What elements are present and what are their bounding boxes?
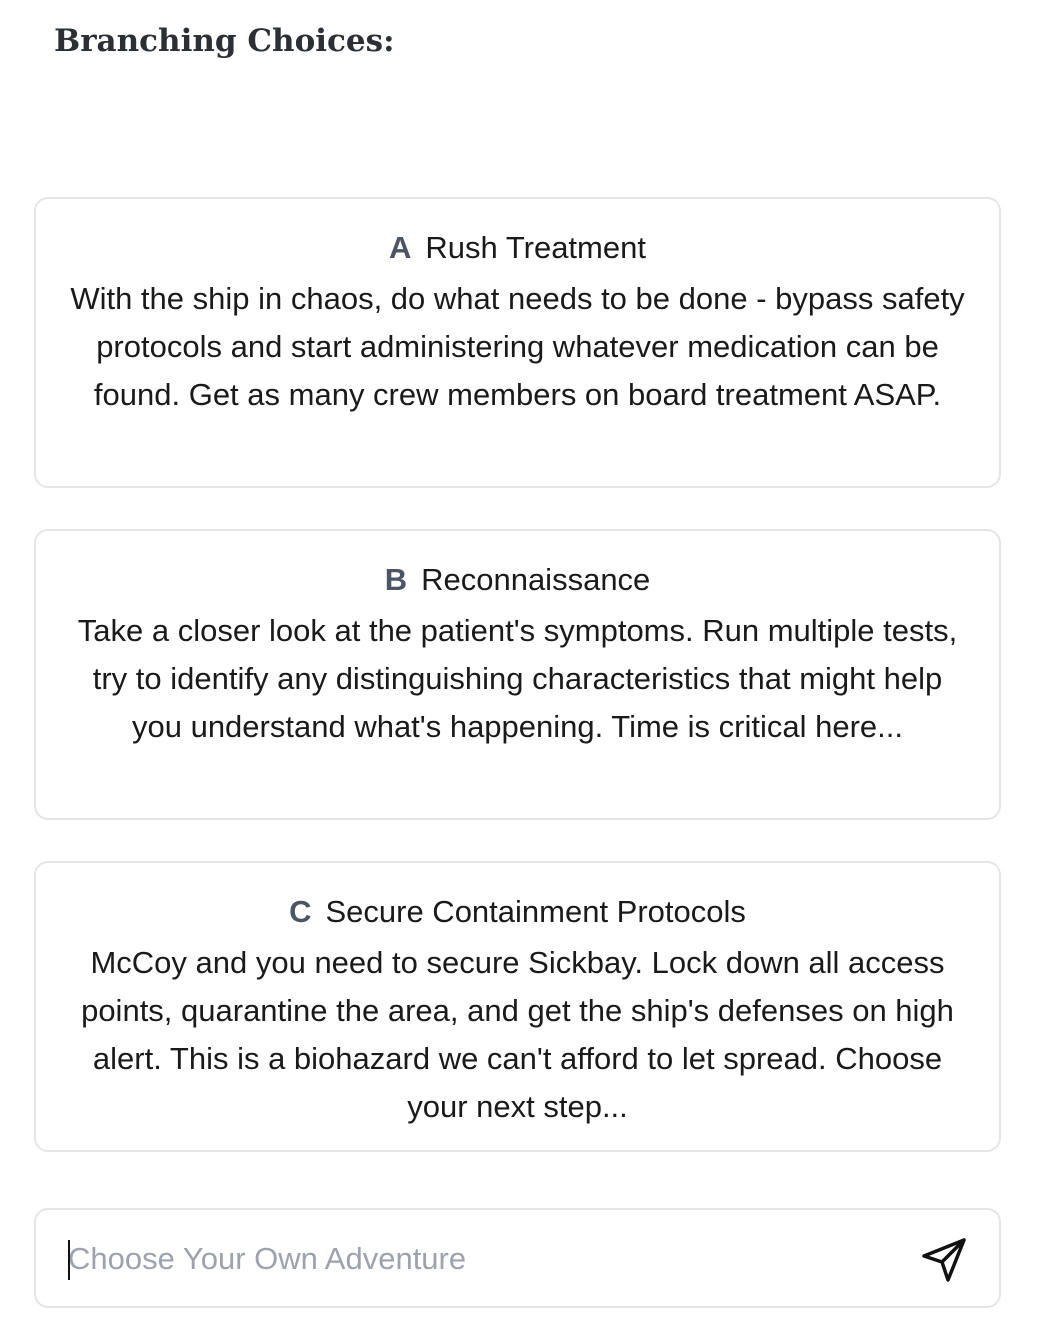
choice-card-a[interactable]: [34, 197, 1001, 488]
send-icon: [918, 1234, 970, 1286]
choice-title-row: [66, 227, 969, 269]
choice-title: Reconnaissance: [421, 562, 651, 597]
choice-title-row: [66, 891, 969, 933]
adventure-input[interactable]: [68, 1236, 888, 1282]
text-caret: [68, 1240, 70, 1280]
choice-description: With the ship in chaos, do what needs to be done - bypass safety protocols and start administering whatever medication can be found. Get as many crew members on board treatment ASAP.: [70, 281, 965, 412]
choice-title: Secure Containment Protocols: [325, 894, 746, 929]
choice-description: Take a closer look at the patient's symptoms. Run multiple tests, try to identify any distinguishing characteristics that might help you understand what's happening. Time is critical here...: [77, 613, 958, 744]
choice-card-c[interactable]: [34, 861, 1001, 1152]
choice-title: Rush Treatment: [425, 230, 646, 265]
choice-description: McCoy and you need to secure Sickbay. Lock down all access points, quarantine the area, and get the ship's defenses on high alert. This is a biohazard we can't afford to let spread. Choose your next step...: [81, 945, 954, 1124]
choice-letter: B: [384, 562, 408, 597]
send-button[interactable]: [918, 1234, 970, 1286]
choice-title-row: [66, 559, 969, 601]
choice-letter: C: [289, 894, 312, 929]
adventure-input-bar: [34, 1208, 1001, 1308]
choice-letter: A: [389, 230, 412, 265]
choice-card-b[interactable]: [34, 529, 1001, 820]
page-title: Branching Choices:: [54, 23, 395, 59]
choices-list: [34, 197, 1001, 1193]
